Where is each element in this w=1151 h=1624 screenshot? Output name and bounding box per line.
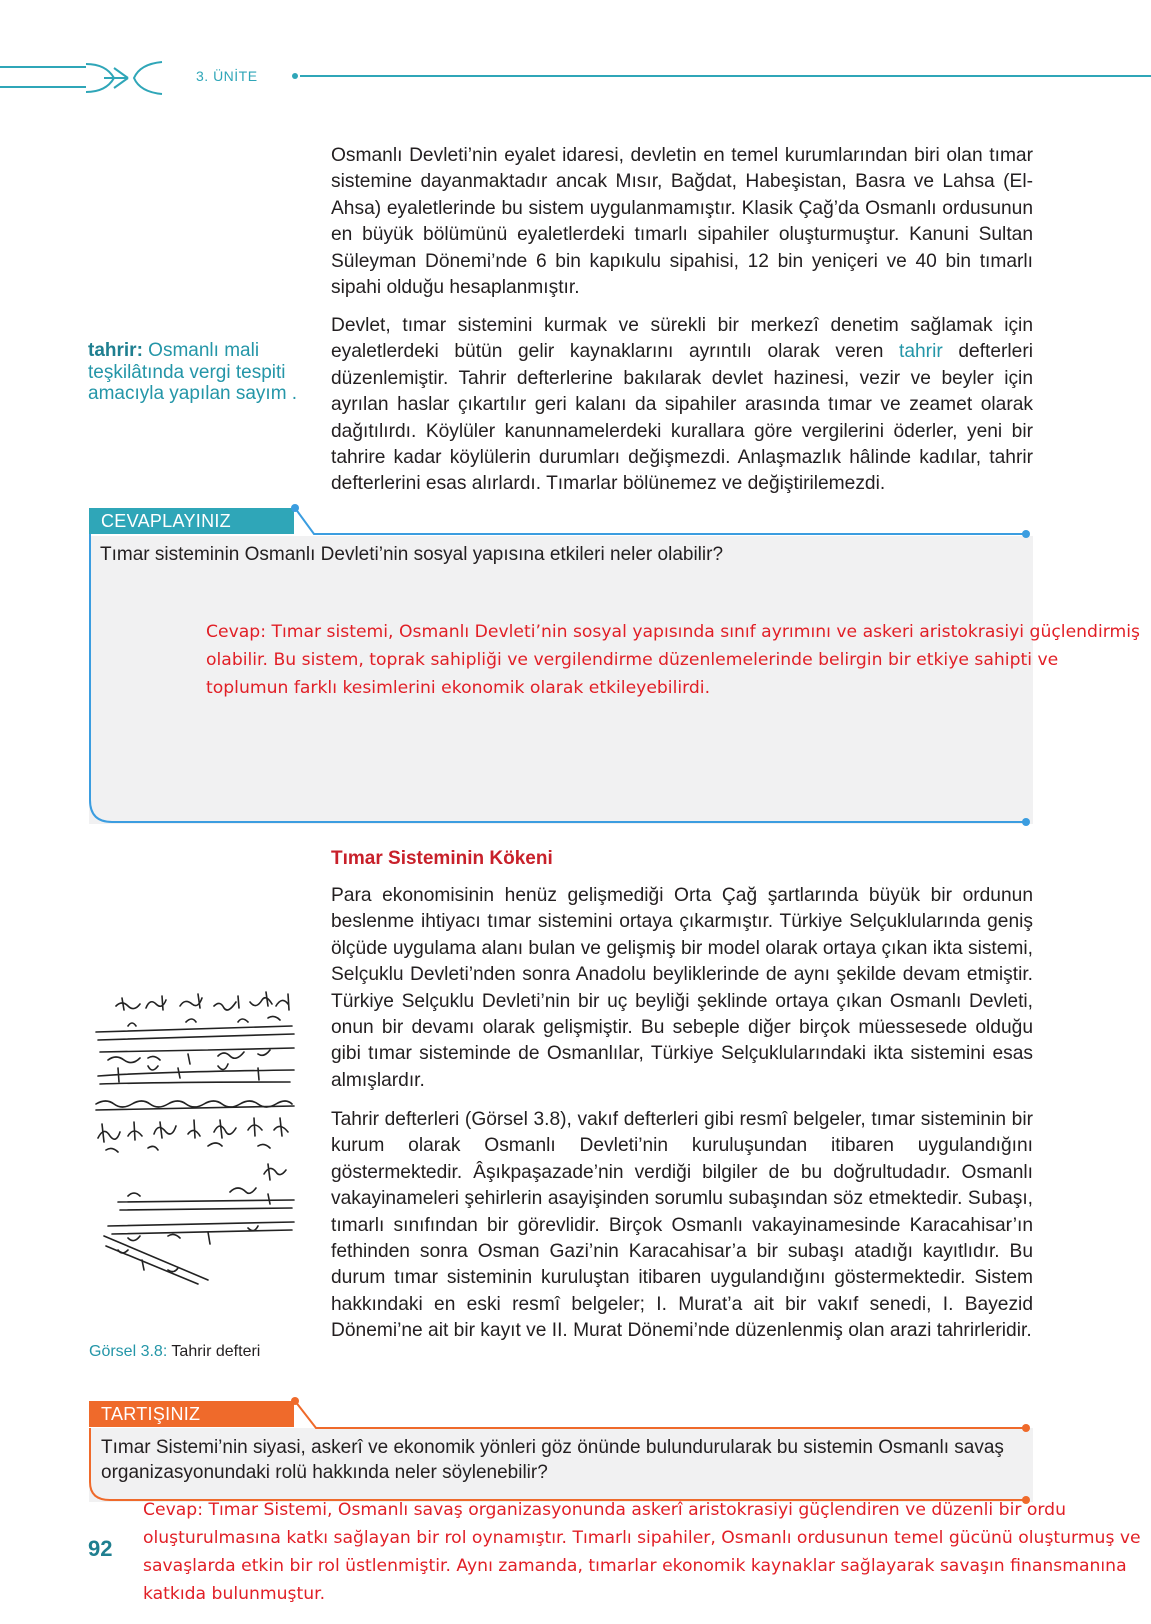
page-number: 92 xyxy=(88,1536,113,1561)
figure-caption-label: Görsel 3.8: xyxy=(89,1343,168,1360)
figure-caption-text: Tahrir defteri xyxy=(167,1343,261,1360)
origin-paragraph-2: Tahrir defterleri (Görsel 3.8), vakıf defterleri gibi resmî belgeler, tımar sisteminin bir kurum olarak Osmanlı Devleti’nin kuruluşundan itibaren uygulandığını göstermektedir. Âşıkpaşazade’nin verdiği bilgiler de bu doğrultudadır. Osmanlı vakayinameleri şehirlerin asayişinden sorumlu subaşından söz etmektedir. Subaşı, tımarlı sınıfından bir görevlidir. Birçok Osmanlı vakayinamesinde Karacahisar’ın fethinden sonra Osman Gazi’nin Karacahisar’a bir subaşı atadığı kayıtlıdır. Bu durum tımar sisteminin kuruluştan itibaren uygulandığını göstermektedir. Sistem hakkındaki en eski resmî belgeler; I. Murat’a ait bir vakıf senedi, I. Bayezid Dönemi’ne ait bir kayıt ve II. Murat Dönemi’nde düzenlenmiş olan arazi tahrirleridir. xyxy=(331,1109,1033,1342)
intro-paragraph-2 xyxy=(331,313,1033,498)
intro-paragraph-2-end: defterleri düzenlemiştir. Tahrir defterlerine bakılarak devlet hazinesi, vezir ve beyler için ayrılan haslar çıkartılır geri kalanı da sipahiler arasında tımar ve zeamet olarak dağıtılırdı. Köylüler kanunnamelerdeki kurallara göre vergilerini öderler, yeni bir tahrire kadar köylülerin durumları değişmezdi. Anlaşmazlık hâlinde kadılar, tahrir defterlerini esas alırlardı. Tımarlar bölünemez ve değiştirilemezdi. xyxy=(331,341,1033,495)
tahrir-defteri-image xyxy=(88,988,308,1318)
intro-paragraph-1: Osmanlı Devleti’nin eyalet idaresi, devletin en temel kurumlarından biri olan tımar sistemine dayanmaktadır ancak Mısır, Bağdat, Habeşistan, Basra ve Lahsa (El-Ahsa) eyaletlerinde bu sistem uygulanmamıştır. Klasik Çağ’da Osmanlı ordusunun en büyük bölümünü eyaletlerdeki tımarlı sipahiler oluşturmuştur. Kanuni Sultan Süleyman Dönemi’nde 6 bin kapıkulu sipahisi, 12 bin yeniçeri ve 40 bin tımarlı sipahi olduğu hesaplanmıştır. xyxy=(331,145,1033,299)
tahrir-term: tahrir xyxy=(899,341,943,363)
origin-paragraph-1: Para ekonomisinin henüz gelişmediği Orta Çağ şartlarında büyük bir ordunun beslenme ihtiyacı tımar sistemini ortaya çıkarmıştır. Türkiye Selçuklularında geniş ölçüde uygulama alanı bulan ve gelişmiş bir model olarak ortaya çıkan ikta sistemi, Selçuklu Devleti’nden sonra Anadolu beyliklerinde de aynı şekilde devam etmiştir. Türkiye Selçuklu Devleti’nin bir uç beyliği şeklinde ortaya çıkan Osmanlı Devleti, onun bir devamı olarak gelişmiştir. Bu sebeple diğer birçok müessesede olduğu gibi tımar sisteminde de Osmanlılar, Türkiye Selçuklularındaki ikta sistemini esas almışlardır. xyxy=(331,885,1033,1091)
header-rule-right xyxy=(300,75,1151,77)
cevaplayiniz-answer: Cevap: Tımar sistemi, Osmanlı Devleti’nin sosyal yapısında sınıf ayrımını ve askeri aristokrasiyi güçlendirmiş olabilir. Bu sistem, toprak sahipliği ve vergilendirme düzenlemelerinde belirgin bir etkiye sahipti ve toplumun farklı kesimlerini ekonomik olarak etkileyebilirdi. xyxy=(206,622,1140,698)
glossary-note xyxy=(88,340,298,405)
header-ornament-icon xyxy=(84,58,166,98)
header-rule-left-lower xyxy=(0,86,86,88)
cevaplayiniz-question: Tımar sisteminin Osmanlı Devleti’nin sosyal yapısına etkileri neler olabilir? xyxy=(100,544,724,565)
tartisiniz-title: TARTIŞINIZ xyxy=(101,1404,201,1424)
intro-paragraph-2-start: Devlet, tımar sistemini kurmak ve sürekli bir merkezî denetim sağlamak için eyaletlerdeki bütün gelir kaynaklarını ayrıntılı olarak veren xyxy=(331,315,1033,363)
header-rule-left xyxy=(0,66,86,68)
section-title: Tımar Sisteminin Kökeni xyxy=(331,848,553,869)
header-dot xyxy=(292,73,298,79)
tartisiniz-question: Tımar Sistemi’nin siyasi, askerî ve ekonomik yönleri göz önünde bulundurularak bu sistemin Osmanlı savaş organizasyonundaki rolü hakkında neler söylenebilir? xyxy=(101,1437,1004,1483)
figure-caption xyxy=(89,1343,260,1361)
cevaplayiniz-title: CEVAPLAYINIZ xyxy=(101,511,231,531)
unit-label: 3. ÜNİTE xyxy=(196,68,258,84)
glossary-definition: Osmanlı mali teşkilâtında vergi tespiti amacıyla yapılan sayım . xyxy=(88,340,298,404)
tartisiniz-answer: Cevap: Tımar Sistemi, Osmanlı savaş organizasyonunda askerî aristokrasiyi güçlendiren ve düzenli bir ordu oluşturulmasına katkı sağlayan bir rol oynamıştır. Tımarlı sipahiler, Osmanlı ordusunun temel gücünü oluşturmuş ve savaşlarda etkin bir rol üstlenmiştir. Aynı zamanda, tımarlar ekonomik kaynaklar sağlayarak savaşın finansmanına katkıda bulunmuştur. xyxy=(143,1500,1141,1604)
glossary-term: tahrir: xyxy=(88,340,143,361)
